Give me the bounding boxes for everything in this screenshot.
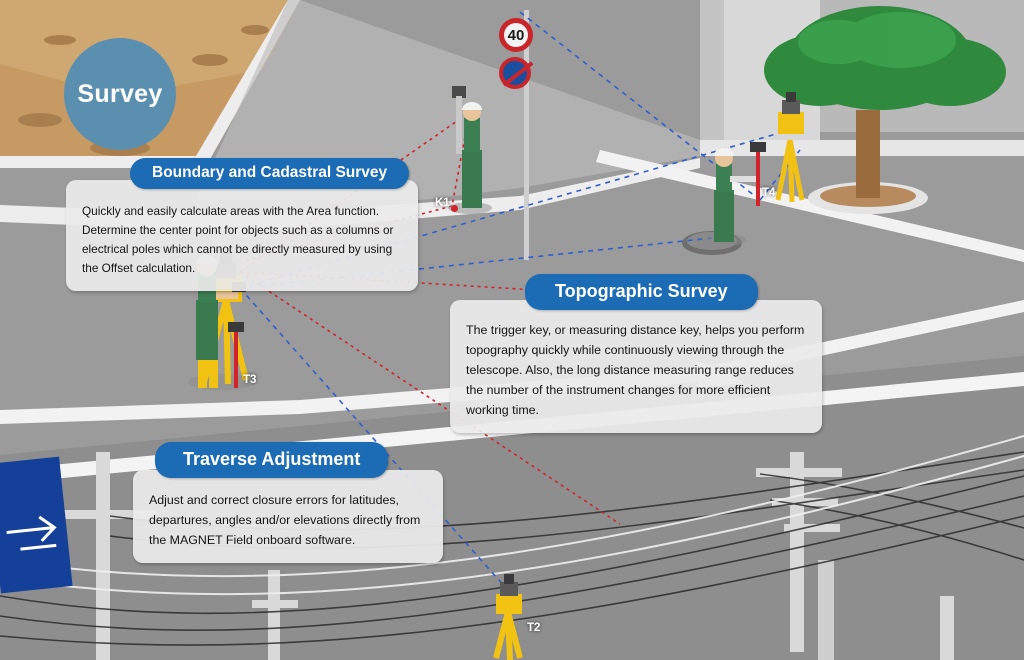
callout-card-boundary bbox=[66, 180, 418, 291]
station-label-t4: T4 bbox=[762, 187, 776, 199]
section-badge-label: Survey bbox=[77, 79, 163, 108]
speed-limit-sign bbox=[499, 18, 533, 52]
building-edge bbox=[700, 0, 724, 150]
no-parking-sign bbox=[499, 57, 531, 89]
callout-title-traverse bbox=[155, 442, 388, 478]
callout-card-traverse bbox=[133, 470, 443, 563]
callout-title-boundary-label: Boundary and Cadastral Survey bbox=[152, 164, 388, 181]
station-label-t3: T3 bbox=[243, 374, 257, 386]
section-badge bbox=[64, 38, 176, 150]
callout-title-topographic bbox=[525, 274, 758, 310]
callout-title-boundary bbox=[130, 158, 409, 189]
station-label-t2: T2 bbox=[527, 622, 541, 634]
callout-title-topographic-label: Topographic Survey bbox=[555, 281, 728, 301]
station-point-k1 bbox=[451, 205, 458, 212]
speed-limit-value: 40 bbox=[507, 26, 525, 44]
callout-title-traverse-label: Traverse Adjustment bbox=[183, 449, 361, 469]
station-label-k1: K1 bbox=[435, 197, 450, 209]
callout-card-topographic bbox=[450, 300, 822, 433]
callout-body-boundary: Quickly and easily calculate areas with the Area function. Determine the center point for objects such as a columns or electrical poles which cannot be directly measured by using the Offset calculation. bbox=[82, 204, 394, 276]
callout-body-traverse: Adjust and correct closure errors for latitudes, departures, angles and/or elevations directly from the MAGNET Field onboard software. bbox=[149, 493, 421, 548]
callout-body-topographic: The trigger key, or measuring distance key, helps you perform topography quickly while continuously viewing through the telescope. Also, the long distance measuring range reduces the number of the instrument changes for more efficient working time. bbox=[466, 323, 805, 418]
